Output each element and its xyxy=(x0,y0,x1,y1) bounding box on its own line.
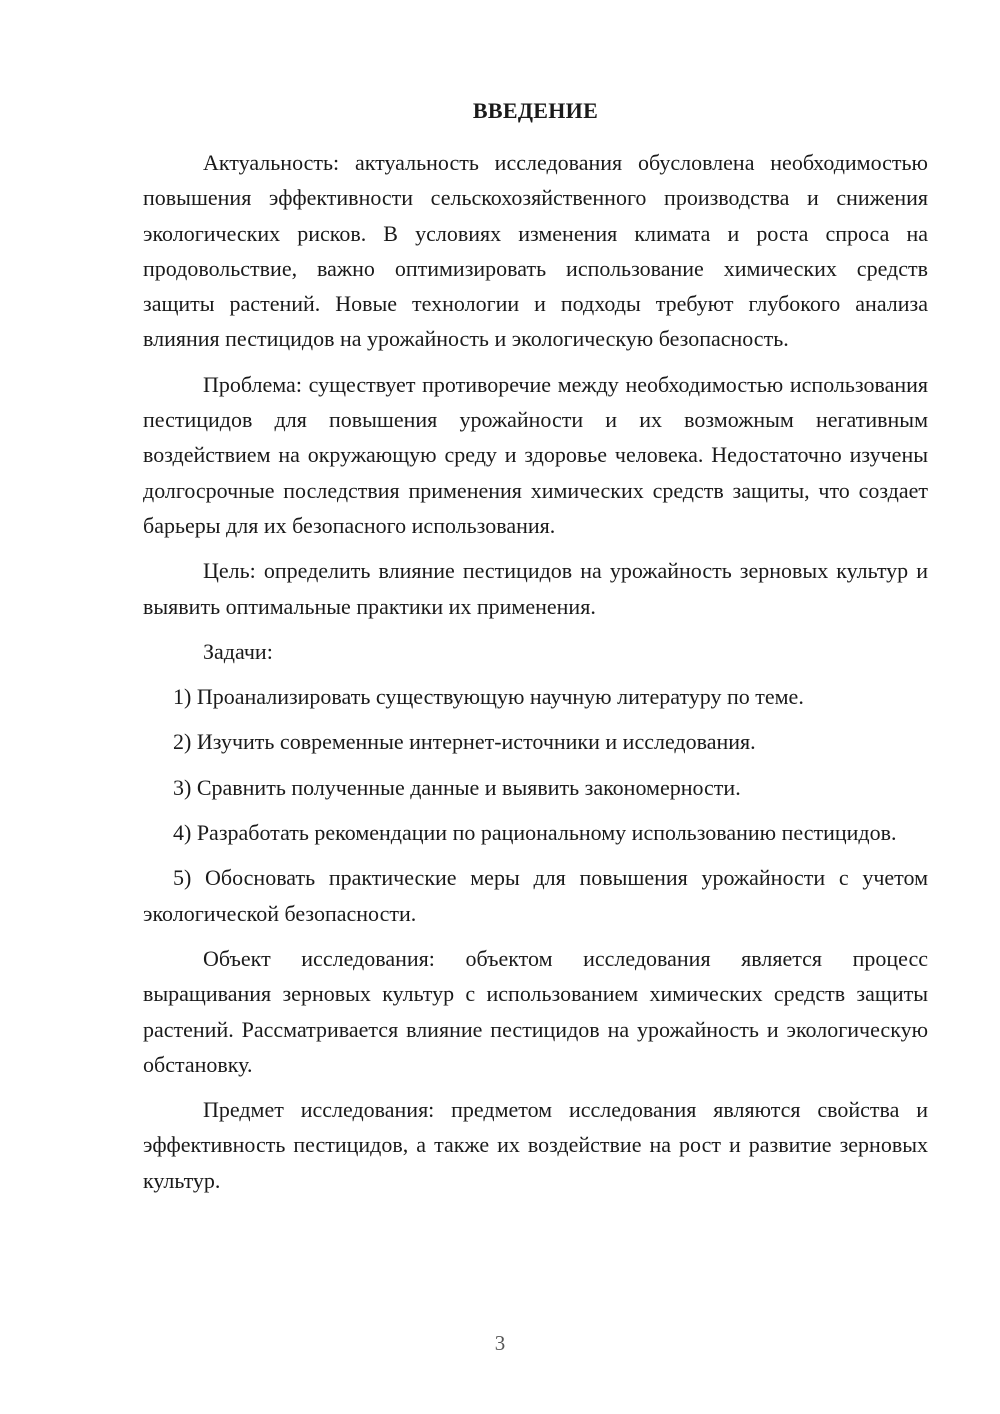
goal-paragraph: Цель: определить влияние пестицидов на урожайность зерновых культур и выявить оптимальные практики их применения. xyxy=(143,558,928,619)
task-item-5: 5) Обосновать практические меры для повышения урожайности с учетом экологической безопасности. xyxy=(143,865,928,926)
object-paragraph: Объект исследования: объектом исследования является процесс выращивания зерновых культур с использованием химических средств защиты растений. Рассматривается влияние пестицидов на урожайность и экологическую обстановку. xyxy=(143,945,928,1077)
document-page xyxy=(143,93,928,1208)
page-number: 3 xyxy=(494,1331,506,1355)
problem-paragraph: Проблема: существует противоречие между необходимостью использования пестицидов для повышения урожайности и их возможным негативным воздействием на окружающую среду и здоровье человека. Недостаточно изучены долгосрочные последствия применения химических средств защиты, что создает барьеры для их безопасного использования. xyxy=(143,371,928,538)
tasks-heading: Задачи: xyxy=(203,638,273,664)
relevance-paragraph: Актуальность: актуальность исследования обусловлена необходимостью повышения эффективности сельскохозяйственного производства и снижения экологических рисков. В условиях изменения климата и роста спроса на продовольствие, важно оптимизировать использование химических средств защиты растений. Новые технологии и подходы требуют глубокого анализа влияния пестицидов на урожайность и экологическую безопасность. xyxy=(143,150,928,352)
task-item-1: 1) Проанализировать существующую научную литературу по теме. xyxy=(173,684,804,710)
task-item-2: 2) Изучить современные интернет-источники и исследования. xyxy=(173,729,756,755)
section-title: ВВЕДЕНИЕ xyxy=(472,98,599,123)
subject-paragraph: Предмет исследования: предметом исследования являются свойства и эффективность пестицидов, а также их воздействие на рост и развитие зерновых культур. xyxy=(143,1097,928,1193)
task-item-3: 3) Сравнить полученные данные и выявить закономерности. xyxy=(173,774,741,800)
task-item-4: 4) Разработать рекомендации по рациональному использованию пестицидов. xyxy=(173,820,897,846)
